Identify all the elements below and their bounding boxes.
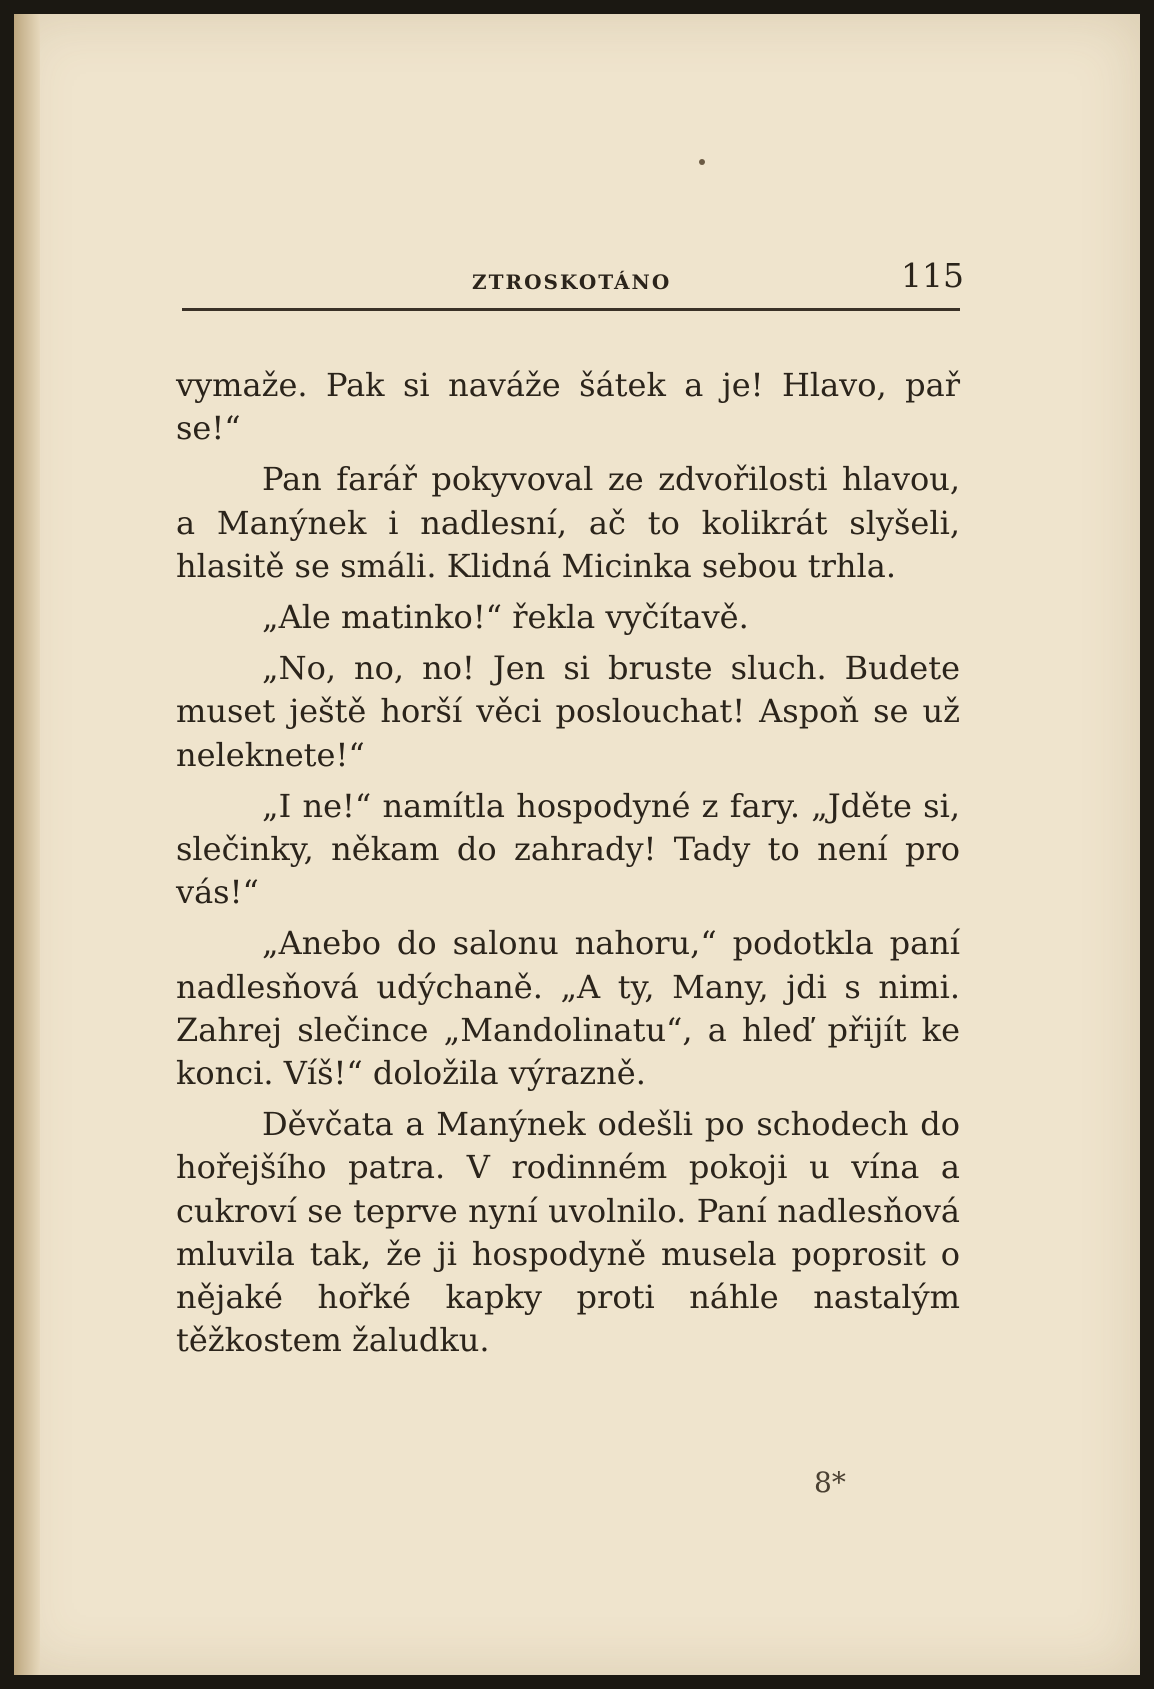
- paragraph: „I ne!“ namítla hospodyné z fary. „Jděte si, slečinky, někam do zahrady! Tady to není pro vás!“: [176, 786, 960, 912]
- paragraph: Pan farář pokyvoval ze zdvořilosti hlavou, a Manýnek i nadlesní, ač to kolikrát slyšeli, hlasitě se smáli. Klidná Micinka sebou trhla.: [176, 460, 960, 585]
- running-title: ZTROSKOTÁNO: [472, 270, 672, 294]
- book-page: [14, 14, 1140, 1675]
- page-number: 115: [901, 256, 964, 295]
- header-rule: [182, 308, 960, 311]
- paper-speck: [699, 159, 705, 165]
- body-text: [176, 364, 960, 1370]
- paragraph: vymaže. Pak si naváže šátek a je! Hlavo, pař se!“: [176, 366, 960, 448]
- page-binding-edge: [14, 14, 40, 1675]
- paragraph: „No, no, no! Jen si bruste sluch. Budete muset ještě horší věci poslouchat! Aspoň se už neleknete!“: [176, 649, 960, 774]
- running-head: [164, 252, 964, 302]
- paragraph: „Anebo do salonu nahoru,“ podotkla paní nadlesňová udýchaně. „A ty, Many, jdi s nimi. Zahrej slečince „Mandolinatu“, a hleď přijít ke konci. Víš!“ doložila výrazně.: [176, 924, 960, 1093]
- paragraph: „Ale matinko!“ řekla vyčítavě.: [262, 598, 749, 637]
- paragraph: Děvčata a Manýnek odešli po schodech do hořejšího patra. V rodinném pokoji u vína a cukroví se teprve nyní uvolnilo. Paní nadlesňová mluvila tak, že ji hospodyně musela poprosit o nějaké hořké kapky proti náhle nastalým těžkostem žaludku.: [176, 1105, 960, 1360]
- signature-mark: 8*: [814, 1466, 846, 1499]
